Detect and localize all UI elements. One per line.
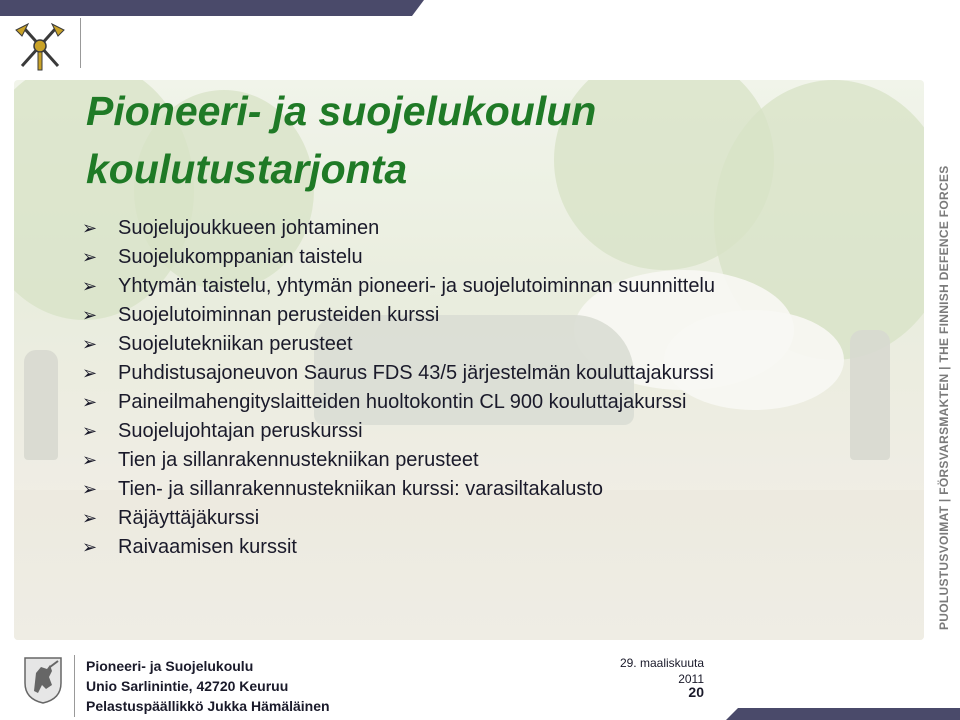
arrow-bullet-icon: ➢: [82, 247, 98, 267]
arrow-bullet-icon: ➢: [82, 450, 98, 470]
list-item-text: Puhdistusajoneuvon Saurus FDS 43/5 järjestelmän kouluttajakurssi: [118, 362, 714, 384]
list-item: [82, 245, 882, 270]
top-decorative-bar: [0, 0, 412, 16]
arrow-bullet-icon: ➢: [82, 508, 98, 528]
header-divider: [80, 18, 81, 68]
list-item: [82, 216, 882, 241]
list-item: [82, 506, 882, 531]
list-item-text: Suojelujoukkueen johtaminen: [118, 217, 380, 239]
lion-coat-of-arms-icon: [22, 655, 64, 705]
footer-address: Unio Sarlinintie, 42720 Keuruu: [86, 678, 289, 694]
footer-info: [86, 656, 330, 716]
crossed-axes-emblem-icon: [12, 18, 68, 74]
bottom-decorative-bar-tail: [726, 708, 738, 720]
arrow-bullet-icon: ➢: [82, 276, 98, 296]
top-decorative-bar-tail: [412, 0, 424, 16]
footer-date: 29. maaliskuuta 2011: [619, 656, 704, 686]
list-item-text: Suojelukomppanian taistelu: [118, 246, 363, 268]
arrow-bullet-icon: ➢: [82, 334, 98, 354]
list-item-text: Tien- ja sillanrakennustekniikan kurssi: varasiltakalusto: [118, 478, 604, 500]
list-item-text: Suojelutoiminnan perusteiden kurssi: [118, 304, 440, 326]
list-item-text: Tien ja sillanrakennustekniikan perusteet: [118, 449, 479, 471]
list-item: [82, 361, 882, 386]
list-item: [82, 390, 882, 415]
arrow-bullet-icon: ➢: [82, 218, 98, 238]
footer-divider: [74, 655, 75, 717]
page-number: 20: [688, 684, 704, 700]
list-item-text: Yhtymän taistelu, yhtymän pioneeri- ja suojelutoiminnan suunnittelu: [118, 275, 716, 297]
list-item: [82, 303, 882, 328]
arrow-bullet-icon: ➢: [82, 363, 98, 383]
footer-org-name: Pioneeri- ja Suojelukoulu: [86, 658, 254, 674]
arrow-bullet-icon: ➢: [82, 479, 98, 499]
arrow-bullet-icon: ➢: [82, 392, 98, 412]
footer-presenter: Pelastuspäällikkö Jukka Hämäläinen: [86, 698, 330, 714]
list-item-text: Suojelujohtajan peruskurssi: [118, 420, 363, 442]
list-item: [82, 274, 882, 299]
list-item-text: Räjäyttäjäkurssi: [118, 507, 260, 529]
list-item-text: Suojelutekniikan perusteet: [118, 333, 353, 355]
defence-forces-side-label: PUOLUSTUSVOIMAT | FÖRSVARSMAKTEN | THE FINNISH DEFENCE FORCES: [937, 165, 951, 630]
list-item: [82, 535, 882, 560]
list-item: [82, 448, 882, 473]
list-item: [82, 419, 882, 444]
bottom-decorative-bar: [738, 708, 960, 720]
arrow-bullet-icon: ➢: [82, 537, 98, 557]
list-item: [82, 332, 882, 357]
arrow-bullet-icon: ➢: [82, 305, 98, 325]
list-item: [82, 477, 882, 502]
list-item-text: Raivaamisen kurssit: [118, 536, 297, 558]
slide-title: Pioneeri- ja suojelukoulun koulutustarjonta: [86, 88, 597, 192]
arrow-bullet-icon: ➢: [82, 421, 98, 441]
list-item-text: Paineilmahengityslaitteiden huoltokontin CL 900 kouluttajakurssi: [118, 391, 687, 413]
course-list: [82, 216, 882, 564]
